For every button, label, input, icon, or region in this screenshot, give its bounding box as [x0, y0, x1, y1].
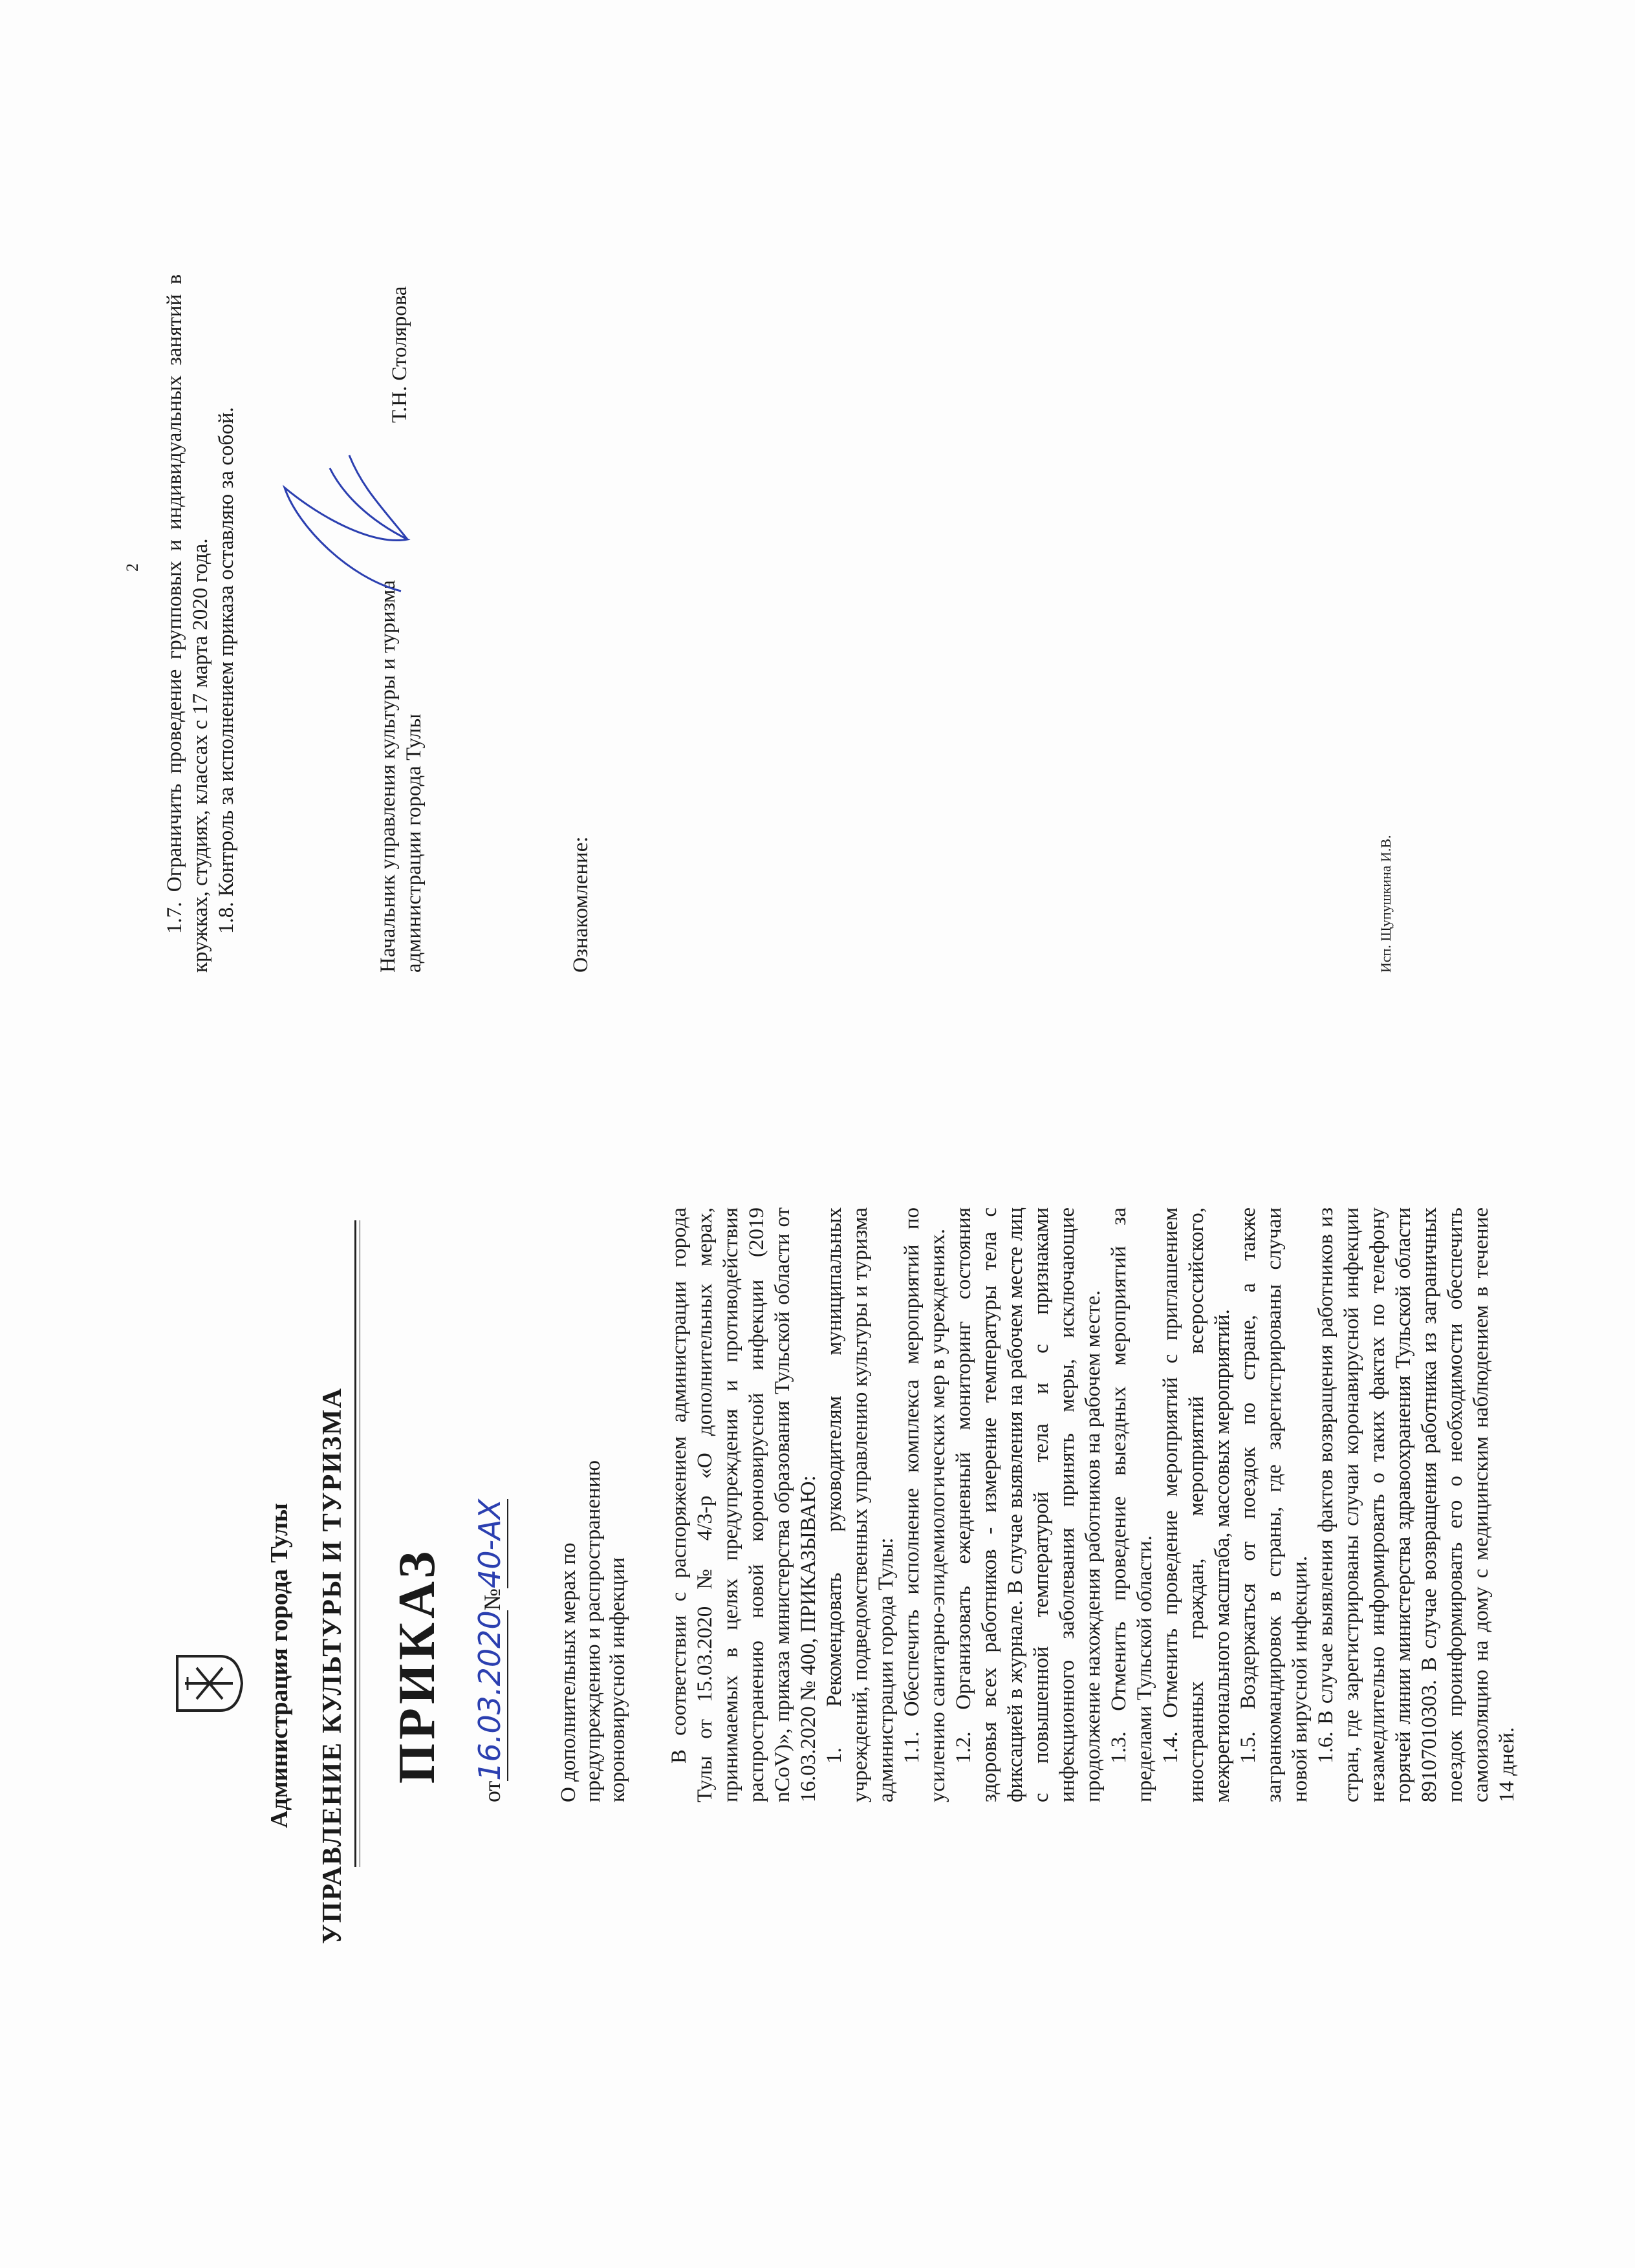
paragraph: В соответствии с распоряжением администрации города Тулы от 15.03.2020 № 4/3-р «О дополнительных мерах, принимаемых в целях предупреждения и противодействия распространению новой короновирусной инфекции (2019 nCoV)», приказа министерства образования Тульской области от 16.03.2020 № 400, ПРИКАЗЫВАЮ: [667, 1207, 820, 1802]
paragraph: 1. Рекомендовать руководителям муниципальных учреждений, подведомственных управлению культуры и туризма администрации города Тулы: [823, 1207, 898, 1802]
page-2 [0, 1, 1635, 1134]
paragraph: 1.7. Ограничить проведение групповых и индивидуальных занятий в кружках, студиях, классах с 17 марта 2020 года. [163, 274, 212, 973]
header-rule [354, 1220, 356, 1867]
document-type: ПРИКАЗ [389, 1547, 446, 1784]
paragraph: 1.5. Воздержаться от поездок по стране, а также загранкомандировок в страны, где зарегистрированы случаи новой вирусной инфекции. [1237, 1207, 1312, 1802]
date-number-line [472, 1499, 508, 1802]
paragraph: 1.1. Обеспечить исполнение комплекса мероприятий по усилению санитарно-эпидемиологических мер в учреждениях. [900, 1207, 949, 1802]
paragraph: 1.8. Контроль за исполнением приказа оставляю за собой. [215, 407, 238, 934]
paragraph: 1.3. Отменить проведение выездных мероприятий за пределами Тульской области. [1107, 1207, 1156, 1802]
paragraph: 1.6. В случае выявления фактов возвращения работников из стран, где зарегистрированы случаи коронавирусной инфекции незамедлительно информировать о таких фактах по телефону горячей линии министерства здравоохранения Тульской области 89107010303. В случае возвращения работника из заграничных поездок проинформировать его о необходимости обеспечить самоизоляцию на дому с медицинским наблюдением в течение 14 дней. [1314, 1207, 1519, 1802]
department-name: УПРАВЛЕНИЕ КУЛЬТУРЫ И ТУРИЗМА [318, 1387, 347, 1945]
signer-title: Начальник управления культуры и туризма администрации города Тулы [376, 580, 426, 973]
document-subject: О дополнительных мерах по предупреждению и распространению короновирусной инфекции [557, 1460, 629, 1802]
page-1 [0, 1134, 1635, 2268]
page-number: 2 [123, 563, 142, 572]
document-body [666, 1207, 1520, 1802]
signer-name: Т.Н. Столярова [388, 286, 411, 423]
date-handwritten: 16.03.2020 [472, 1610, 507, 1781]
acknowledgement-label: Ознакомление: [569, 836, 592, 973]
paragraph: 1.4. Отменить проведение мероприятий с приглашением иностранных граждан, мероприятий всероссийского, межрегионального масштаба, массовых мероприятий. [1159, 1207, 1234, 1802]
executor-note: Исп. Щупушкина И.В. [1378, 835, 1394, 973]
organization-name: Администрация города Тулы [266, 1503, 293, 1828]
date-prefix: от [479, 1780, 505, 1802]
tula-coat-of-arms-icon [175, 1654, 243, 1713]
signature-icon [272, 449, 420, 617]
paragraph: 1.2. Организовать ежедневный мониторинг состояния здоровья всех работников - измерение температуры тела с фиксацией в журнале. В случае выявления на рабочем месте лиц с повышенной температурой тела и с признаками инфекционного заболевания принять меры, исключающие продолжение нахождения работников на рабочем месте. [952, 1207, 1105, 1802]
number-handwritten: 40-АХ [472, 1498, 507, 1588]
document-body-continued [162, 274, 239, 973]
number-prefix: № [479, 1588, 505, 1611]
